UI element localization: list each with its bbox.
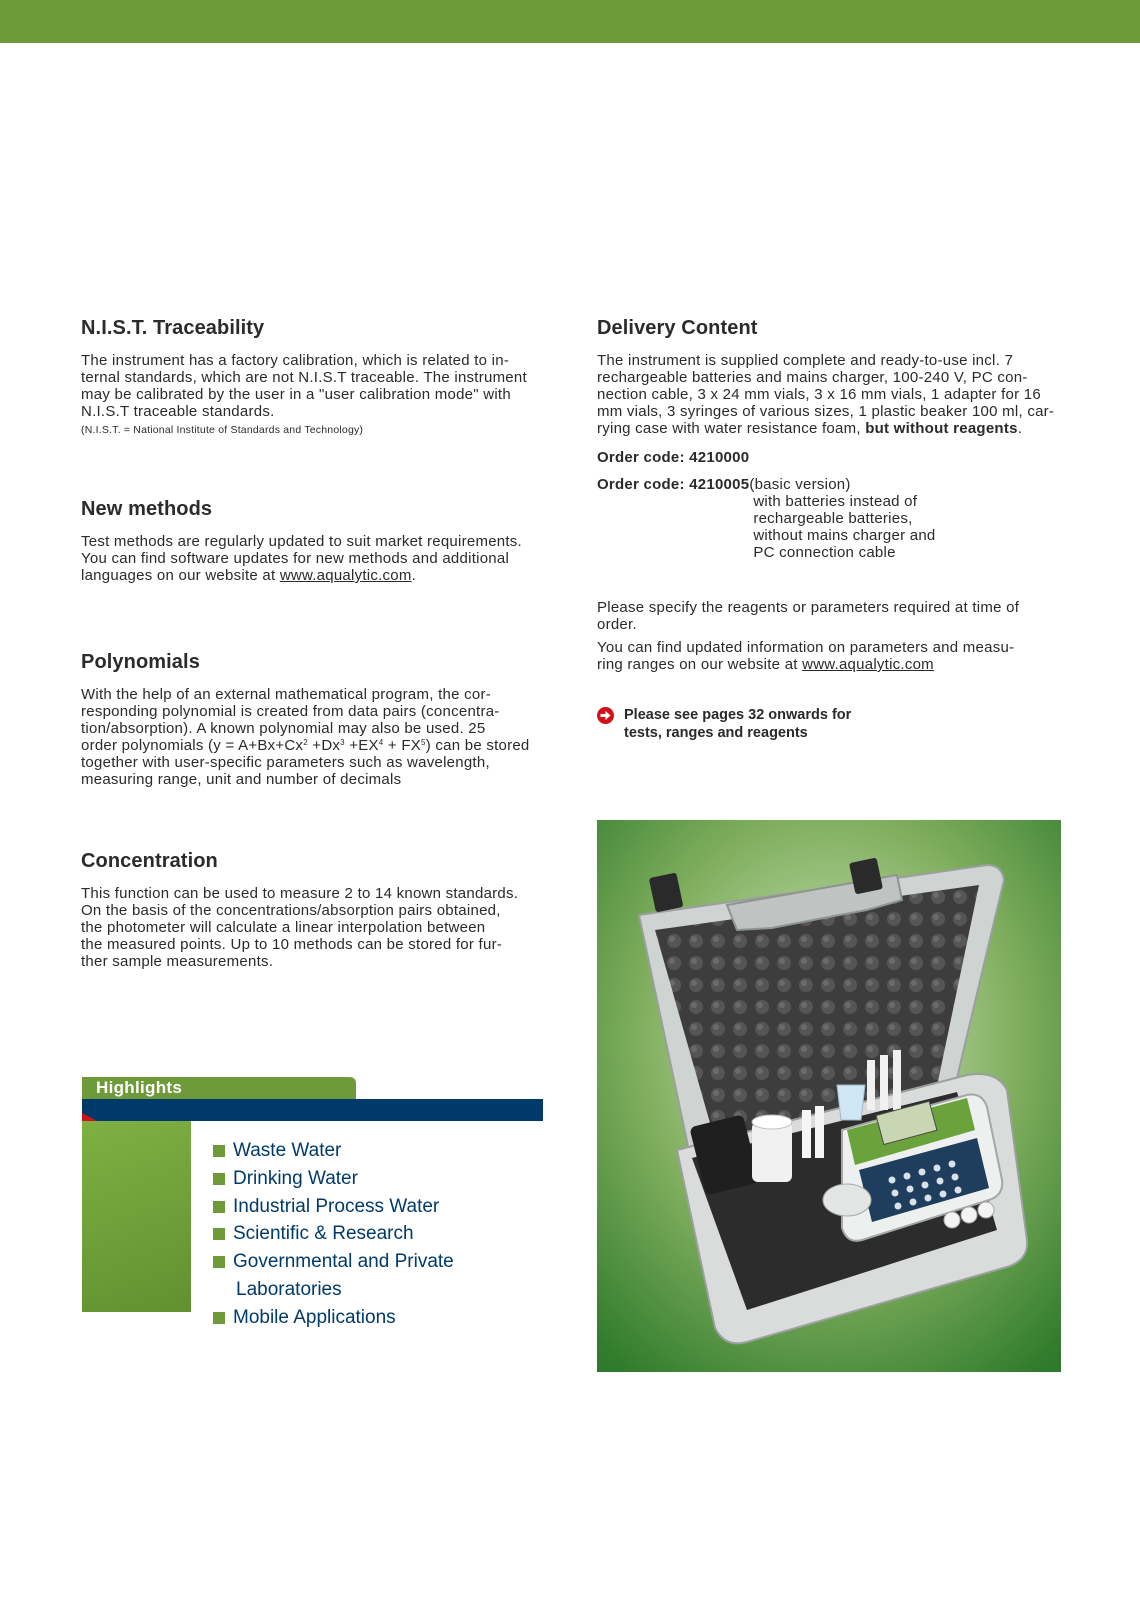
delivery-section: [597, 317, 1072, 742]
concentration-body: This function can be used to measure 2 to 14 known standards. On the basis of the concentrations/absorption pairs obtained, the photometer will calculate a linear interpolation between the measured points. Up to 10 methods can be stored for fur- ther sample measurements.: [81, 885, 519, 970]
square-bullet-icon: [213, 1228, 225, 1240]
highlight-item: Governmental and Private: [213, 1248, 454, 1276]
highlight-item: Drinking Water: [213, 1165, 454, 1193]
delivery-body: The instrument is supplied complete and ready-to-use incl. 7 rechargeable batteries and mains charger, 100-240 V, PC con- nection cable, 3 x 24 mm vials, 3 x 16 mm vials, 1 adapter for 16 mm vials, 3 syringes of various sizes, 1 plastic beaker 100 ml, car- rying case with water resistance foam, but without reagents.: [597, 352, 1055, 437]
new-methods-title: New methods: [81, 498, 213, 520]
highlight-item: Scientific & Research: [213, 1220, 454, 1248]
concentration-section: [81, 850, 556, 970]
nist-footnote: (N.I.S.T. = National Institute of Standards and Technology): [81, 424, 364, 436]
nist-body: The instrument has a factory calibration, which is related to in- ternal standards, which are not N.I.S.T traceable. The instrument may be calibrated by the user in a "user calibration mode" with N.I.S.T traceable standards.: [81, 352, 527, 420]
square-bullet-icon: [213, 1256, 225, 1268]
highlight-item: Industrial Process Water: [213, 1193, 454, 1221]
highlights-green-panel: [82, 1121, 191, 1312]
concentration-title: Concentration: [81, 850, 218, 872]
product-photo-carrying-case: [597, 820, 1061, 1372]
highlight-item: Mobile Applications: [213, 1304, 454, 1332]
specify-reagents-text: Please specify the reagents or parameters required at time of order.: [597, 599, 1020, 633]
polynomials-body: With the help of an external mathematical program, the cor- responding polynomial is created from data pairs (concentra- tion/absorption). A known polynomial may also be used. 25 order polynomials $(y = A+Bx+Cx^2 +Dx^3 +EX^4 + FX^5)$ can be stored together with user-specific parameters such as wavelength, measuring range, unit and number of decimals: [81, 686, 530, 788]
delivery-title: Delivery Content: [597, 317, 758, 339]
highlights-title: Highlights: [96, 1078, 183, 1097]
top-color-bar: [0, 0, 1140, 43]
highlights-tab: [82, 1077, 356, 1099]
order-code-basic: Order code: 4210005 (basic version) with batteries instead of rechargeable batteries, without mains charger and PC connection cable: [597, 476, 1072, 561]
arrow-circle-icon: [597, 707, 614, 724]
nist-title: N.I.S.T. Traceability: [81, 317, 265, 339]
highlight-item: Waste Water: [213, 1137, 454, 1165]
new-methods-body: Test methods are regularly updated to suit market requirements. You can find software updates for new methods and additional languages on our website at www.aqualytic.com.: [81, 533, 522, 584]
polynomial-formula: order polynomials $(y = A+Bx+Cx^2 +Dx^3 +EX^4 + FX^5)$ can be stored: [81, 737, 530, 754]
pages-note: Please see pages 32 onwards for tests, ranges and reagents: [597, 707, 1072, 742]
updated-info-text: You can find updated information on parameters and measu- ring ranges on our website at www.aqualytic.com: [597, 639, 1015, 673]
polynomials-section: [81, 651, 556, 788]
website-link-2[interactable]: www.aqualytic.com: [802, 656, 934, 673]
square-bullet-icon: [213, 1173, 225, 1185]
highlight-item-continuation: Laboratories: [236, 1278, 342, 1300]
website-link[interactable]: www.aqualytic.com: [279, 567, 412, 584]
square-bullet-icon: [213, 1312, 225, 1324]
polynomials-title: Polynomials: [81, 651, 200, 673]
nist-section: [81, 317, 551, 437]
order-code-standard: Order code: 4210000: [597, 449, 750, 466]
square-bullet-icon: [213, 1201, 225, 1213]
highlights-list: [213, 1137, 454, 1332]
basic-version-details: (basic version) with batteries instead of rechargeable batteries, without mains charger and PC connection cable: [749, 476, 936, 561]
new-methods-section: [81, 498, 551, 584]
highlights-bar: [82, 1099, 543, 1121]
square-bullet-icon: [213, 1145, 225, 1157]
